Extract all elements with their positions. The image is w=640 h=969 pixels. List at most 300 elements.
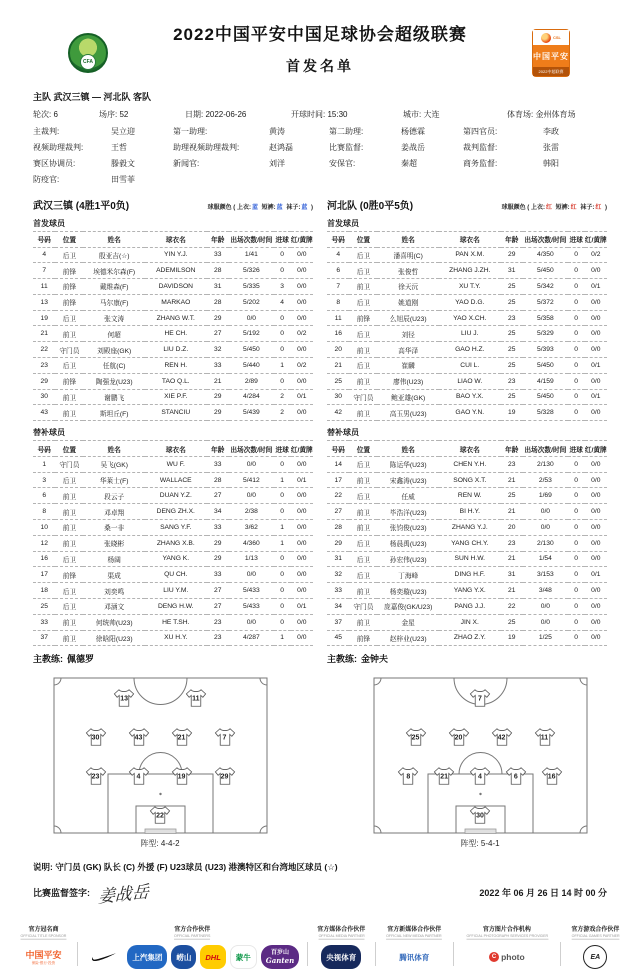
table-cell: 0/1 [585,567,607,583]
table-cell: 12 [33,535,55,551]
home-formation-pitch [53,677,268,834]
table-cell [463,172,543,188]
table-cell: 2/89 [229,373,274,389]
table-cell: 5/450 [523,358,568,374]
table-cell: REN W. [439,488,501,504]
table-cell: 丁海峰 [377,567,439,583]
table-row [33,488,313,504]
table-cell: 0/0 [585,630,607,646]
table-cell: 33 [207,358,229,374]
table-row [33,504,313,520]
table-cell: 27 [327,504,349,520]
table-cell: LIU Y.M. [145,583,207,599]
table-cell: XU H.Y. [145,630,207,646]
table-cell: 王哲 [111,142,127,152]
table-cell: 0 [568,472,585,488]
table-cell: 0 [274,567,291,583]
table-cell: 0 [568,614,585,630]
table-cell: 邓涵文 [83,598,145,614]
table-cell: 进球 [568,441,585,457]
kit-shirt-color: 蓝 [251,204,258,211]
table-cell: 0 [568,279,585,295]
table-cell: ZHANG X.B. [145,535,207,551]
table-cell: DUAN Y.Z. [145,488,207,504]
cphoto-text: photo [501,952,525,963]
table-row [327,551,607,567]
officials-table [33,123,607,188]
table-cell: 后卫 [55,583,83,599]
table-cell: 前卫 [349,520,377,536]
table-cell: 助理视频助理裁判: [173,142,240,152]
table-cell: 34 [207,504,229,520]
table-cell: 0/0 [585,520,607,536]
table-row [327,310,607,326]
table-row [327,441,607,457]
table-cell: 0 [568,310,585,326]
table-cell: 4/360 [229,535,274,551]
table-cell: 13 [33,294,55,310]
away-starters-table [327,231,607,421]
player-shirt: 4 [469,767,491,786]
table-cell: YAO X.CH. [439,310,501,326]
info-item: 场序: 52 [99,110,129,119]
table-cell: 徐晗阳(U23) [83,630,145,646]
table-cell: 5/412 [229,472,274,488]
table-cell: 0/0 [523,598,568,614]
table-cell: 1/69 [523,488,568,504]
table-cell: 5/202 [229,294,274,310]
table-row [327,583,607,599]
csl-badge-bottom: 2022中超联赛 [533,67,569,76]
table-cell: 37 [33,630,55,646]
table-cell: 0 [274,326,291,342]
table-cell: 守门员 [55,342,83,358]
match-info-row [33,109,607,120]
table-cell: 刘殿座(GK) [83,342,145,358]
table-cell: 赵梓业(U23) [377,630,439,646]
table-cell: 球衣名 [145,441,207,457]
table-cell: 21 [501,583,523,599]
table-cell: 3 [33,472,55,488]
divider [453,942,454,966]
table-row [327,614,607,630]
table-cell: 前卫 [349,504,377,520]
table-cell: 0 [568,583,585,599]
table-cell: 4 [33,247,55,263]
table-cell: QU CH. [145,567,207,583]
table-cell: 6 [33,488,55,504]
table-cell [329,172,401,188]
table-cell: 0/0 [585,342,607,358]
table-cell: 0 [274,373,291,389]
player-shirt: 30 [469,806,491,825]
table-cell: 后卫 [55,358,83,374]
table-cell: 前锋 [55,263,83,279]
table-row [327,358,607,374]
table-row [327,326,607,342]
away-subs-table [327,440,607,646]
table-row [327,247,607,263]
away-team-name: 河北队 (0胜0平5负) [327,200,414,212]
table-cell: 29 [207,551,229,567]
table-row [33,231,313,247]
table-row [33,342,313,358]
table-cell: DING H.F. [439,567,501,583]
table-cell: 42 [327,405,349,421]
table-cell: ADEMILSON [145,263,207,279]
table-cell: 出场次数/时间 [229,441,274,457]
sponsor-header: 官方冠名商 [28,927,59,934]
table-cell: 0/0 [291,583,313,599]
table-cell: 0 [568,504,585,520]
table-cell: 3/48 [523,583,568,599]
table-cell: 0/0 [229,456,274,472]
table-row [327,567,607,583]
away-shirts [373,677,588,834]
match-title: 主队 武汉三镇 — 河北队 客队 [33,92,152,102]
table-cell: 鲍亚雄(GK) [377,389,439,405]
table-cell: 视频助理裁判: [33,142,84,152]
table-cell: 16 [33,551,55,567]
table-cell: 0 [274,456,291,472]
table-row [33,139,607,155]
table-cell: 守门员 [55,456,83,472]
player-shirt: 22 [149,806,171,825]
away-coach [327,652,607,665]
table-cell: 0 [568,405,585,421]
table-cell: 23 [501,535,523,551]
sponsor-header: 官方游戏合作伙伴 [571,927,620,934]
home-subs-table [33,440,313,646]
sponsor-saic: 上汽集团 [127,945,167,969]
table-cell: 0/0 [291,630,313,646]
table-cell: 0 [568,598,585,614]
table-cell: 前卫 [349,373,377,389]
table-row [33,294,313,310]
table-cell: ZHANG Y.J. [439,520,501,536]
table-row [33,583,313,599]
table-cell: 刘奕鸣 [83,583,145,599]
table-cell: 高华泽 [377,342,439,358]
table-cell: LIU J. [439,326,501,342]
cphoto-icon: C [489,952,499,962]
table-cell: 0/0 [523,504,568,520]
table-cell: 位置 [55,231,83,247]
table-cell: 30 [327,389,349,405]
table-cell: 前卫 [349,583,377,599]
table-cell: 0/0 [229,310,274,326]
table-cell: 0 [568,373,585,389]
pingan-logo-subtext: 保险·银行·投资 [31,961,56,966]
table-cell: 前锋 [55,294,83,310]
table-cell: LIU D.Z. [145,342,207,358]
player-shirt: 21 [433,767,455,786]
table-cell: 0/0 [585,263,607,279]
table-cell: 20 [327,342,349,358]
table-cell: 马尔康(F) [83,294,145,310]
player-shirt: 6 [505,767,527,786]
table-cell: 韩阳 [543,158,559,168]
table-cell: SANG Y.F. [145,520,207,536]
table-cell: 0/2 [585,247,607,263]
table-cell: 0 [568,342,585,358]
table-cell: 0 [274,263,291,279]
player-shirt: 19 [171,767,193,786]
sponsor-ea-logo: EA [583,945,607,969]
table-cell: 22 [501,598,523,614]
table-cell: 张文涛 [83,310,145,326]
table-cell: 前锋 [349,630,377,646]
table-cell: 2 [274,389,291,405]
table-cell: 0/0 [291,504,313,520]
table-cell: 0 [568,567,585,583]
table-cell: 埃德米尔森(F) [83,263,145,279]
table-cell: 19 [501,405,523,421]
table-cell: 5/450 [523,263,568,279]
table-cell: 21 [207,373,229,389]
table-cell: 年龄 [207,231,229,247]
away-team-section [327,197,607,666]
home-coach [33,652,313,665]
table-cell: 0 [274,583,291,599]
table-cell: 5/328 [523,405,568,421]
table-cell: 3 [274,279,291,295]
player-shirt: 7 [214,727,236,746]
table-cell: 戴维森(F) [83,279,145,295]
table-cell: 21 [501,504,523,520]
table-cell: 27 [207,583,229,599]
table-cell: JIN X. [439,614,501,630]
table-cell: PAN X.M. [439,247,501,263]
table-cell: 0/0 [229,614,274,630]
table-row [327,279,607,295]
table-cell: CUI L. [439,358,501,374]
away-kit-colors [502,202,607,211]
table-cell: 21 [501,551,523,567]
table-cell: 32 [327,567,349,583]
table-cell: 0 [274,342,291,358]
table-cell: 21 [33,326,55,342]
table-cell: 0/1 [291,389,313,405]
table-cell: 3/153 [523,567,568,583]
table-cell: 1 [274,520,291,536]
kit-shorts-color: 红 [570,204,577,211]
table-cell: WU F. [145,456,207,472]
table-cell: 0/0 [585,598,607,614]
table-cell: 1/41 [229,247,274,263]
home-shirts [53,677,268,834]
kit-shorts-color: 蓝 [276,204,283,211]
table-cell: 姓名 [83,231,145,247]
table-cell: 10 [33,520,55,536]
table-cell: 0 [568,520,585,536]
csl-badge-title: 中国平安 [533,51,569,61]
table-cell: DENG H.W. [145,598,207,614]
table-cell: 14 [327,456,349,472]
table-cell: 8 [33,504,55,520]
sponsor-ganten [261,945,299,969]
table-cell: YANG CH.Y. [439,535,501,551]
table-cell [401,172,463,188]
table-cell: 33 [207,520,229,536]
table-cell: 么旭辰(U23) [377,310,439,326]
table-row [33,441,313,457]
table-cell: 后卫 [349,358,377,374]
table-cell: 33 [207,456,229,472]
sponsor-header: 官方新媒体合作伙伴 [387,927,442,934]
table-cell: 0/0 [291,456,313,472]
table-cell: 0/0 [229,488,274,504]
table-cell: 吴立迎 [111,126,135,136]
table-cell: 29 [207,535,229,551]
table-cell: 5/192 [229,326,274,342]
table-cell: 姓名 [377,441,439,457]
table-cell: 张晓彬 [83,535,145,551]
table-cell: 0/0 [229,567,274,583]
table-row [33,155,607,171]
table-cell [269,172,329,188]
table-cell: 27 [207,488,229,504]
table-row [33,551,313,567]
table-cell: 华莱士(F) [83,472,145,488]
sponsor-header-en: OFFICIAL MEDIA PARTNER [318,933,365,939]
table-cell: 前卫 [55,389,83,405]
page-title: 2022中国平安中国足球协会超级联赛 [173,25,467,44]
table-cell: 商务监督: [463,158,498,168]
table-row [33,279,313,295]
table-cell: 前卫 [55,630,83,646]
table-cell [173,172,269,188]
table-cell: 5/358 [523,310,568,326]
kit-socks-color: 红 [595,204,602,211]
table-cell: 后卫 [349,247,377,263]
home-team-header [33,197,313,212]
table-cell: 前卫 [55,535,83,551]
table-row [33,310,313,326]
page-subtitle: 首发名单 [286,58,354,74]
table-cell: 守门员 [349,598,377,614]
table-cell: 进球 [274,441,291,457]
table-cell: 前锋 [55,567,83,583]
table-cell: 位置 [349,441,377,457]
table-cell: 33 [327,583,349,599]
table-row [327,263,607,279]
table-row [33,123,607,139]
table-cell: 前卫 [55,504,83,520]
table-cell: 后卫 [55,598,83,614]
table-cell: 0/0 [585,294,607,310]
table-cell: 0 [274,310,291,326]
table-cell: 年龄 [207,441,229,457]
sponsor-header-en: OFFICIAL NEW MEDIA PARTNER [386,933,443,939]
table-cell: 陶强龙(U23) [83,373,145,389]
table-cell: 殷亚吉(☆) [83,247,145,263]
table-cell: 杨晨禹(U23) [377,535,439,551]
table-cell: 赵鸿磊 [269,142,293,152]
table-cell: 0/0 [585,614,607,630]
table-cell: 球衣名 [145,231,207,247]
table-cell: 后卫 [349,326,377,342]
table-cell: 11 [327,310,349,326]
table-cell: 后卫 [55,551,83,567]
table-cell: 19 [33,310,55,326]
table-cell: 25 [501,358,523,374]
divider [77,942,78,966]
kit-shirt-label: 上衣: [530,204,545,211]
table-cell: 25 [501,488,523,504]
table-cell: 0 [274,247,291,263]
table-cell: 0 [568,488,585,504]
table-cell: WALLACE [145,472,207,488]
csl-swirl-icon [541,33,551,43]
signature-label: 比赛监督签字: [33,887,90,898]
home-formation-label: 阵型: 4-4-2 [140,839,180,849]
table-cell: 后卫 [349,535,377,551]
table-cell: 29 [207,389,229,405]
ganten-zh: 百岁山 [270,950,289,957]
table-cell: 前卫 [349,279,377,295]
table-cell: 第四官员: [463,126,498,136]
table-cell: 29 [207,310,229,326]
table-cell: 前卫 [55,405,83,421]
sponsor-pingan [25,945,61,969]
sponsor-group-games [569,924,622,969]
sponsor-header: 官方合作伙伴 [174,927,211,934]
info-item: 城市: 大连 [403,110,440,119]
table-cell: 号码 [33,231,55,247]
table-cell: 25 [501,614,523,630]
teams-section [33,197,607,666]
table-row [327,405,607,421]
table-cell: 前锋 [55,373,83,389]
table-cell: 0/0 [585,472,607,488]
table-cell: 年龄 [501,231,523,247]
table-cell: 位置 [55,441,83,457]
table-cell: 22 [33,342,55,358]
table-cell: 赛区协调员: [33,158,76,168]
table-row [33,373,313,389]
kit-socks-color: 蓝 [301,204,308,211]
away-subs-label: 替补球员 [327,428,359,438]
table-cell: 何统帅(U23) [83,614,145,630]
table-cell: 何超 [83,326,145,342]
table-cell: 红/黄牌 [291,231,313,247]
table-cell: 滕毅文 [111,158,135,168]
formation-diagrams [0,677,640,849]
table-cell: 前卫 [349,342,377,358]
table-cell: 5/433 [229,583,274,599]
table-row [33,389,313,405]
table-cell: 杨德霖 [401,126,425,136]
home-subs-label: 替补球员 [33,428,65,438]
table-cell: 5/342 [523,279,568,295]
home-starters-label: 首发球员 [33,218,65,228]
table-cell: 0/2 [291,326,313,342]
table-cell: 崔麟 [377,358,439,374]
table-cell: 球衣名 [439,231,501,247]
table-cell: 2/130 [523,535,568,551]
divider [375,942,376,966]
table-cell: 杨奕璇(U23) [377,583,439,599]
away-starters-label: 首发球员 [327,218,359,228]
sponsor-group-title [18,924,69,969]
cfa-logo [68,33,108,73]
table-cell: 0 [274,598,291,614]
table-cell: 33 [207,247,229,263]
table-row [327,488,607,504]
table-cell: SUN H.W. [439,551,501,567]
away-formation-label: 阵型: 5-4-1 [460,839,500,849]
